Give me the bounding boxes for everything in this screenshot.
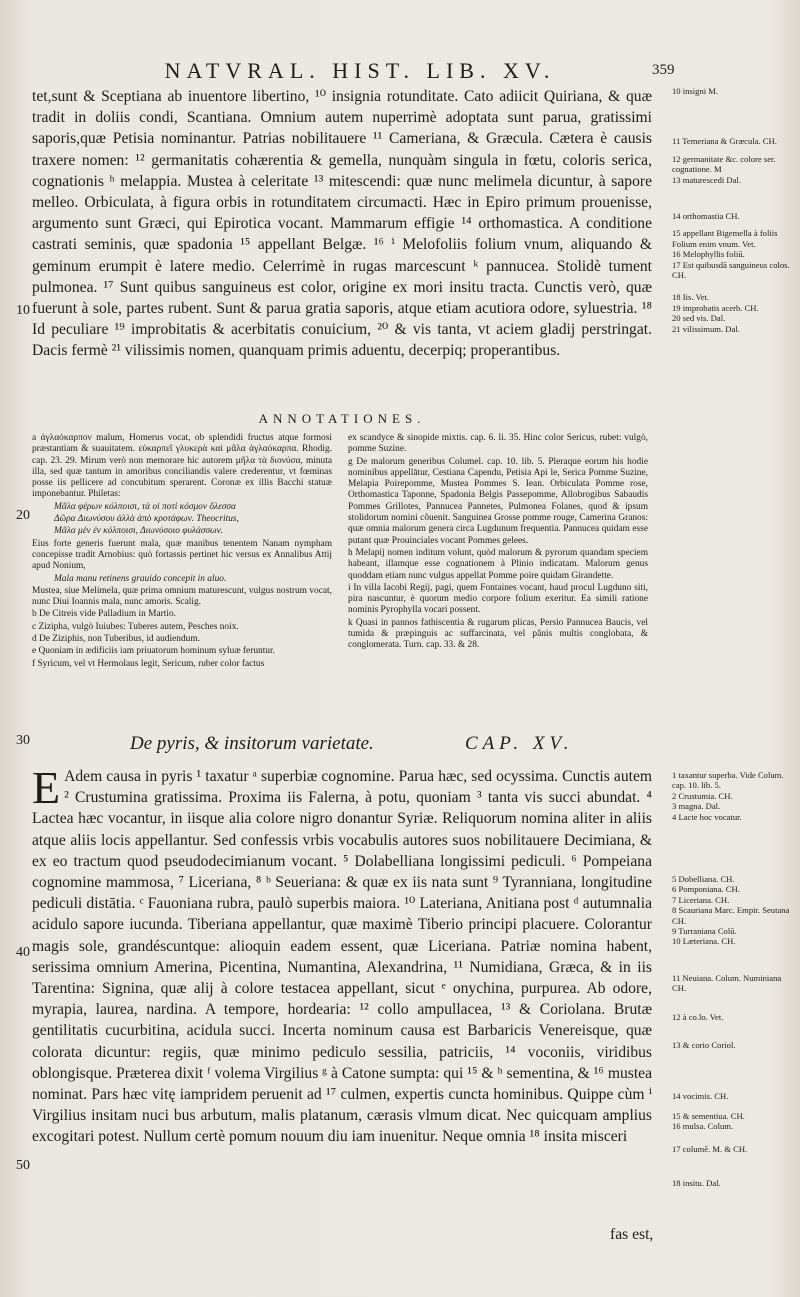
margin-note: 19 improbatis acerb. CH. bbox=[672, 302, 759, 313]
annotation-verse: Μᾶλα φέρων κόλποισι, τά οἱ ποτὶ κόσμον ὄλεσσα bbox=[54, 501, 236, 512]
line-number: 20 bbox=[16, 508, 30, 523]
margin-note: 13 maturescedi Dal. bbox=[672, 174, 741, 185]
margin-note: 13 & corio Coriol. bbox=[672, 1040, 736, 1051]
annotation: e Quoniam in ædificiis iam priuatorum hominum syluæ feruntur. bbox=[32, 646, 275, 657]
line-number: 50 bbox=[16, 1158, 30, 1173]
margin-note: 11 Neuiana. Colum. Numiniana CH. bbox=[672, 972, 782, 994]
chapter-number: CAP. XV. bbox=[465, 733, 574, 754]
margin-note: 12 à co.lo. Vet. bbox=[672, 1011, 724, 1022]
line-number: 40 bbox=[16, 945, 30, 960]
margin-note: 3 magna. Dal. bbox=[672, 801, 721, 812]
page-number: 359 bbox=[652, 62, 675, 78]
margin-note: 14 vocimis. CH. bbox=[672, 1090, 729, 1101]
annotation: i In villa Iacobi Regij, pagi, quem Fontaines vocant, haud procul Lugduno siti, pira nascuntur, è quorum medio corpore folium exeritur. Ea simili ratione nominis Pyrophylla vocari possent. bbox=[348, 582, 648, 616]
main-text-top bbox=[32, 86, 652, 404]
running-title: NATVRAL. HIST. LIB. XV. bbox=[164, 58, 556, 83]
annotations-heading: ANNOTATIONES. bbox=[258, 411, 426, 426]
margin-note: 10 Læteriana. CH. bbox=[672, 936, 736, 947]
margin-note: 20 sed vis. Dal. bbox=[672, 313, 726, 324]
margin-note: 10 insigni M. bbox=[672, 86, 719, 96]
paragraph bbox=[32, 766, 652, 1148]
line-number: 10 bbox=[16, 303, 30, 318]
margin-notes-bottom bbox=[672, 770, 794, 1220]
margin-note: 8 Scauriana Marc. Empir. Seutana CH. bbox=[672, 905, 790, 926]
annotation-verse: Mala manu retinens grauido concepit in aluo. bbox=[54, 573, 227, 584]
line-number: 30 bbox=[16, 733, 30, 748]
margin-note: 4 Lacte hoc vocatur. bbox=[672, 811, 742, 822]
annotation-verse: Δῶρα Διωνύσου ἀλλὰ ἀπὸ κροτάφων. Theocritus, bbox=[54, 514, 239, 525]
margin-note: 21 vilissimum. Dal. bbox=[672, 323, 740, 334]
annotation: f Syricum, vel vt Hermolaus legit, Sericum, ruber color factus bbox=[32, 658, 265, 669]
margin-note: 16 Melophyllis foliū. bbox=[672, 249, 745, 260]
chapter-title: De pyris, & insitorum varietate. bbox=[130, 733, 374, 754]
margin-note: 11 Temeriana & Græcula. CH. bbox=[672, 136, 777, 147]
annotation: Eius forte generis fuerunt mala, quæ manibus tenentem Nanam nympham concepisse tradit Arnobius: quò fortassis pertinet hic versus ex Annalibus Attij apud Nonium, bbox=[32, 538, 332, 572]
annotation: g De malorum generibus Columel. cap. 10. lib. 5. Pleraque eorum his hodie nominibus appellātur, Cestiana Capendu, Petisia Api le, Serica Pomme Suzine, Melapia Poirepomme, Mustea Pommes S. Iean. Orbiculata Pomme rose, Orthomastica Taponne, Spadonia Belgis Passepomme, Allobrogibus Sabaudis Pommes Grillotes, Pannucea Pannetes, Pulmonea Folanes, quod & ipsum stolidorum nomini côuenit. Sanguinea Grosse pomme rouge, Camerina Granos: quæ omnia malorum genera circa Lugdunum frequentia. Pannucea quidam esse putant quæ Prouinciales vocant Pommes gelees. bbox=[348, 456, 648, 546]
margin-note: 18 insitu. Dal. bbox=[672, 1178, 721, 1189]
margin-note: 18 Iis. Vet. bbox=[672, 292, 710, 303]
margin-note: 7 Liceriana. CH. bbox=[672, 894, 730, 905]
annotation: b De Citreis vide Palladium in Martio. bbox=[32, 609, 176, 620]
margin-note: 17 Est quibusdā sanguineus colos. CH. bbox=[672, 259, 790, 281]
margin-note: 17 columē. M. & CH. bbox=[672, 1143, 748, 1154]
margin-note: 1 taxantur superba. Vide Colum. cap. 10. lib. 5. bbox=[672, 770, 784, 791]
annotation: c Ziziphа, vulgò Iuiubes: Tuberes autem, Pesches noix. bbox=[32, 621, 239, 632]
margin-note: 14 orthomastia CH. bbox=[672, 211, 740, 222]
drop-cap: E bbox=[32, 766, 61, 813]
annotation: Mustea, siue Melimela, quæ prima omnium maturescunt, vulgus nostrum vocat, nunc Diui Ioannis mala, nunc amoris. Scalig. bbox=[32, 585, 332, 608]
annotation: ex scandyce & sinopide mixtis. cap. 6. li. 35. Hinc color Sericus, rubet: vulgò, pomme Suzine. bbox=[348, 433, 648, 455]
paragraph: tet,sunt & Sceptiana ab inuentore libertino, ¹⁰ insignia rotunditate. Cato adiicit Quiriana, & quæ tradit in doliis condi, Scantiana. Omnium autem nuperrimè adoptata sunt parua, gratissimi saporis,quæ Petisia nominantur. Patrias nobilitauere ¹¹ Cameriana, & Græcula. Cætera è causis traxere nomen: ¹² germanitatis cohærentia & gemella, nunquàm singula in fœtu, coloris serica, cognationis ʰ melappia. Mustea à celeritate ¹³ mitescendi: quæ nunc melimela dicuntur, à sapore melleo. Orbiculata, à figura orbis in rotunditatem circumacti. Hæc in Epiro primum prouenisse, argumento sunt Græci, qui Epirotica vocant. Mammarum effigie ¹⁴ orthomastica. A conditione castrati seminis, quæ spadonia ¹⁵ appellant Belgæ. ¹⁶ ⁱ Melofoliis folium vnum, aliquando & geminum erumpit è latere medio. Celerrimè in rugas marcescunt ᵏ pannucea. Stolidè tument pulmonea. ¹⁷ Sunt quibus sanguineus est color, origine ex mori insitu tracta. Cunctis verò, quæ fuerunt à sole, partes rubent. Sunt & parua gratia saporis, atque etiam acutiora odore, syluestria. ¹⁸ Id peculiare ¹⁹ improbitatis & acerbitatis conuicium, ²⁰ & vis tanta, vt aciem gladij perstringat. Dacis fermè ²¹ vilissimis nomen, quanquam primis aduentu, decerpiq; properantibus. bbox=[32, 88, 652, 360]
margin-note: 15 & sementiua. CH. bbox=[672, 1110, 745, 1121]
annotation-verse: Μᾶλα μὲν ἐν κόλποισι, Διωνύσοιο φυλάσσων. bbox=[54, 526, 224, 537]
margin-note: 2 Crustumia. CH. bbox=[672, 790, 733, 801]
margin-note: 12 germanitate &c. colore ser. cognatione. M bbox=[672, 153, 776, 175]
paragraph-text: Adem causa in pyris ¹ taxatur ᵃ superbiæ cognomine. Parua hæc, sed ocyssima. Cunctis autem ² Crustumina gratissima. Proxima iis Falerna, à potu, quoniam ³ tanta vis succi abundat. ⁴ Lactea hæc vocantur, in iisque alia colore nigro donantur Syriæ. Reliquorum nomina aliter in aliis atque aliis locis appellantur. Sed confessis vrbis vocabulis autores suos nobilitauere Decimiana, & ex eo tractum quod pseudodecimianum vocant. ⁵ Dolabelliana longissimi pediculi. ⁶ Pompeiana cognomine mammosa, ⁷ Liceriana, ⁸ ᵇ Seueriana: & quæ ex iis nata sunt ⁹ Tyranniana, longitudine pediculi distātia. ᶜ Fauoniana rubra, paulò superbis maiora. ¹⁰ Lateriana, Anitiana post ᵈ autumnalia acidulo sapore iucunda. Tiberiana appellantur, quæ maximè Tiberio principi placuere. Colorantur magis sole, grandéscuntque: alioquin eadem essent, quæ Liceriana. Patriæ nomina habent, serissima omnium Amerina, Picentina, Numantina, Alexandrina, ¹¹ Numidiana, Græca, & in iis Tarentina: Signina, quæ alij à colore testacea appellant, sicut ᵉ onychina, purpurea. Ab odore, myrapia, laurea, nardina. A tempore, hordearia: ¹² collo ampullacea, ¹³ & Coriolana. Brutæ gentilitatis cucurbitina, acidula succi. Incerta nominum causa est Barbaricis Venereisque, quæ colorata dicuntur: regiis, quæ minimo pediculo sessilia, patriciis, ¹⁴ voconiis, viridibus oblongisque. Præterea dixit ᶠ volema Virgilius ᵍ à Catone sumpta: qui ¹⁵ & ʰ sementina, & ¹⁶ mustea nominat. Pars hæc vitę iampridem peruenit ad ¹⁷ culmen, expertis cuncta hominibus. Quippe cùm ⁱ Virgilius insitam nuci bus arbutum, malis platanum, cærasis vlmum dicat. Nec quicquam amplius excogitari potest. Nullum certè pomum nouum diu iam inuenitur. Neque omnia ¹⁸ insita misceri bbox=[32, 768, 652, 1146]
margin-note: 5 Dobelliana. CH. bbox=[672, 874, 735, 885]
annotations-left-column bbox=[32, 433, 332, 723]
annotation: h Melapij nomen inditum volunt, quòd malorum & pyrorum quandam speciem habeant, illamque esse cognationem à Plinio indicatam. Malorum genus quoddam etiam nunc vulgus appellat Pomme poire quidam Girandette. bbox=[348, 547, 648, 581]
catchword: fas est, bbox=[610, 1226, 654, 1243]
margin-note: 16 mulsa. Colum. bbox=[672, 1121, 734, 1132]
margin-note: 6 Pomponiana. CH. bbox=[672, 884, 740, 895]
main-text-bottom bbox=[32, 766, 652, 1224]
annotation: a ἀγλαόκαρπον malum, Homerus vocat, ob splendidi fructus atque formosi præstantiam & suauitatem. εὐκαρπεῖ γλυκερὰ καὶ μᾶλα ἀγλαόκαρπα. Rhodig. cap. 23. 29. Mirum verò non memorare hic autorem μῆλα τὰ διονύσα, minuta illa, sed quæ tantum in amoribus conciliandis valere crederentur, vt fœminas posse iis pellicere ad concubitum sperarent. Coronæ ex illis Bacchi statuæ imponebantur. Philetas: bbox=[32, 433, 332, 500]
margin-note: 9 Turraniana Colū. bbox=[672, 926, 737, 937]
margin-note: 15 appellant Bigemella à foliis Folium enim vnum. Vet. bbox=[672, 228, 778, 249]
annotations-right-column bbox=[348, 433, 648, 723]
annotation: k Quasi in pannos fathiscentia & rugarum plicas, Persio Pannucea Baucis, vel tumida & præpinguis ac suffarcinata, vel pânis multis conglobata, & conglomerata. Turn. cap. 33. & 28. bbox=[348, 617, 648, 651]
annotation: d De Ziziphis, non Tuberibus, id audiendum. bbox=[32, 634, 200, 645]
margin-notes-top bbox=[672, 86, 794, 404]
